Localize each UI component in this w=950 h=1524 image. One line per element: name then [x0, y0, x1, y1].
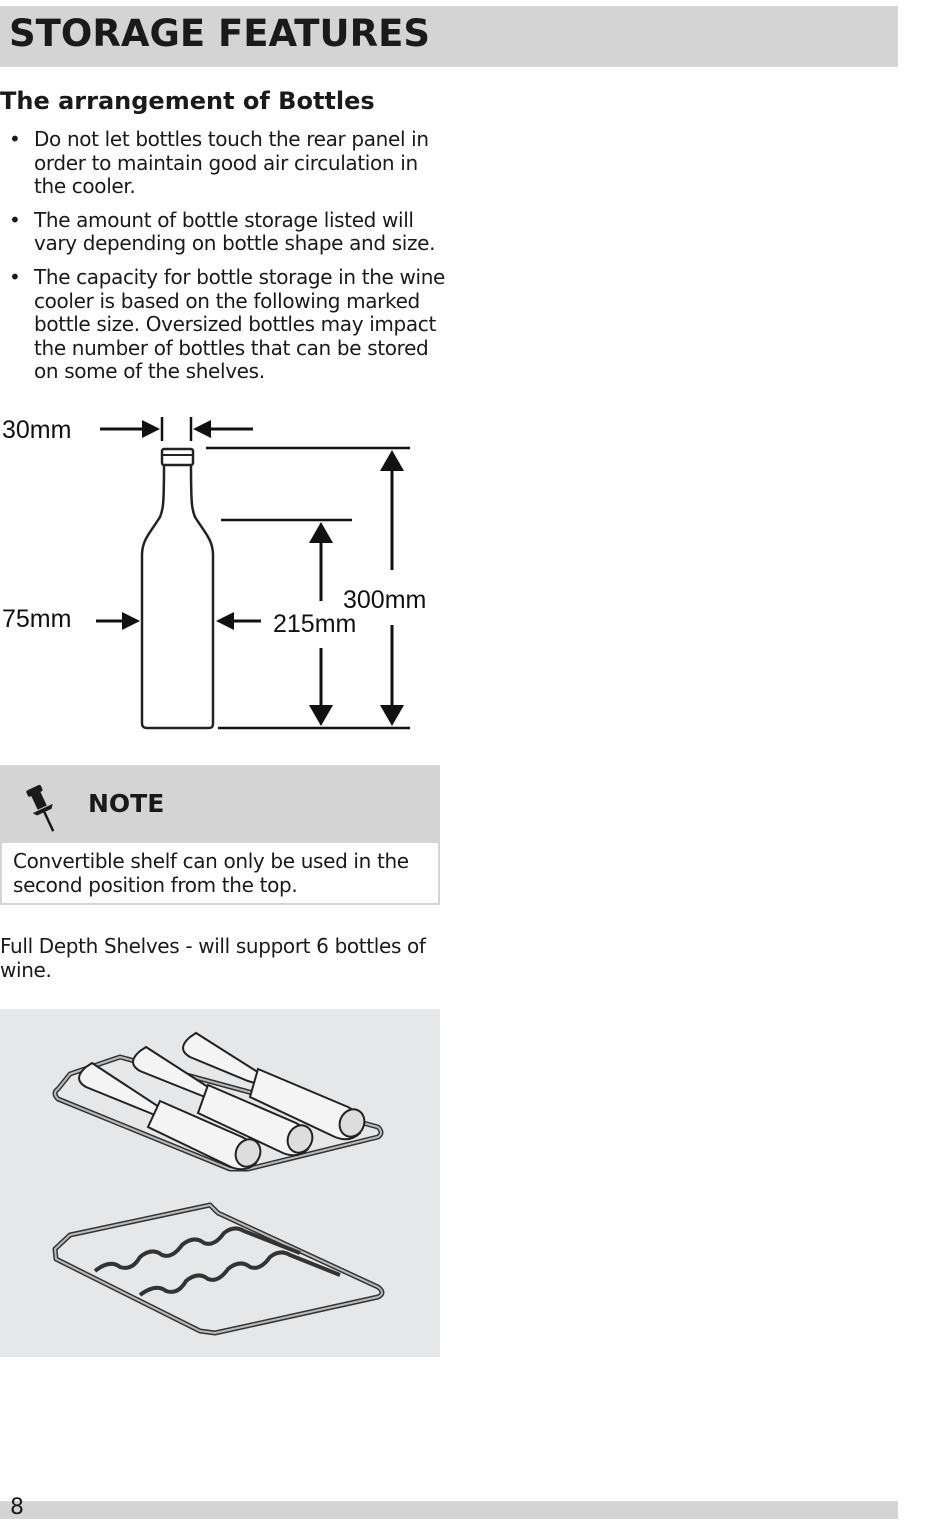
- section-heading: The arrangement of Bottles: [0, 87, 375, 115]
- page-title: STORAGE FEATURES: [9, 12, 431, 55]
- arrow-left-icon: [193, 420, 211, 438]
- shoulder-height-label: 215mm: [273, 610, 357, 638]
- total-height-label: 300mm: [343, 586, 427, 614]
- list-item: [0, 128, 445, 199]
- bullet-icon: •: [9, 127, 21, 151]
- page-number: 8: [10, 1495, 24, 1520]
- note-body: [0, 843, 440, 905]
- note-box: [0, 765, 440, 905]
- note-title: NOTE: [88, 789, 165, 818]
- arrow-down-icon: [309, 705, 333, 726]
- list-item-text: The capacity for bottle storage in the wine cooler is based on the following marked bottle size. Oversized bottles may impact the number of bottles that can be stored on some of the shelves.: [34, 264, 445, 384]
- body-width-label: 75mm: [2, 605, 72, 633]
- bottle-dimension-diagram: [0, 405, 445, 740]
- arrow-up-icon: [380, 450, 404, 471]
- empty-shelf-rack: [55, 1205, 382, 1333]
- list-item-text: Do not let bottles touch the rear panel in order to maintain good air circulation in the cooler.: [34, 127, 429, 199]
- arrow-up-icon: [309, 522, 333, 543]
- bullet-icon: •: [9, 207, 21, 232]
- list-item-text: The amount of bottle storage listed will vary depending on bottle shape and size.: [34, 207, 436, 256]
- shelf-description: Full Depth Shelves - will support 6 bottles of wine.: [0, 934, 426, 982]
- footer-band: [0, 1501, 898, 1519]
- arrow-right-icon: [122, 612, 140, 630]
- list-item: [0, 266, 445, 384]
- shelf-illustration: [0, 1009, 440, 1357]
- bottle-outline: [142, 450, 213, 728]
- arrow-down-icon: [380, 705, 404, 726]
- bottle-lip: [162, 449, 193, 465]
- list-item: [0, 209, 445, 256]
- bullet-list: [0, 128, 445, 394]
- arrow-left-icon: [216, 612, 234, 630]
- note-text: Convertible shelf can only be used in the second position from the top.: [13, 849, 409, 897]
- shelf-illustration-panel: [0, 1009, 440, 1357]
- note-header: [0, 765, 440, 843]
- pushpin-icon: [24, 781, 64, 837]
- arrow-right-icon: [142, 420, 160, 438]
- bullet-icon: •: [9, 264, 21, 289]
- neck-width-label: 30mm: [2, 416, 72, 444]
